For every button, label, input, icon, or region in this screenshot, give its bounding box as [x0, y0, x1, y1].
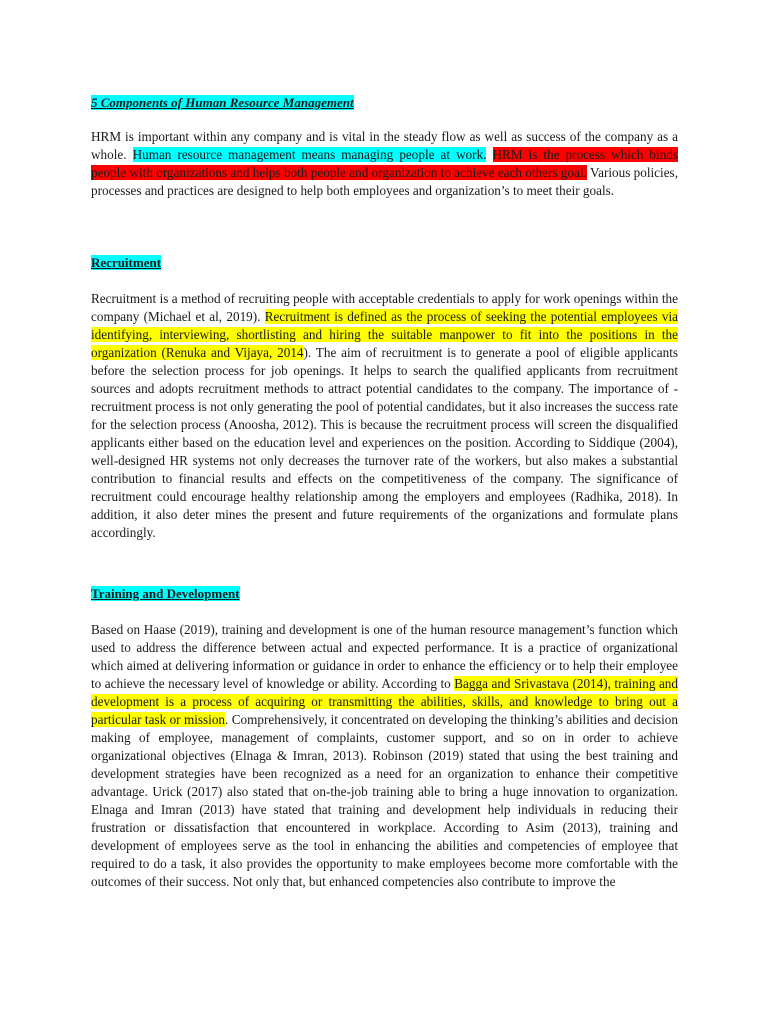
intro-highlight-red: HRM is the process which binds people with organizations and helps both people and organization to achieve each others goal. — [91, 147, 679, 180]
training-paragraph — [91, 621, 678, 931]
recruitment-heading — [91, 254, 161, 272]
recruitment-text-2: ). The aim of recruitment is to generate a pool of eligible applicants before the selection process for job openings. It helps to search the qualified applicants from recruitment sources and adopts recruitment methods to attract potential candidates to the company. The importance of - recruitment process is not only generating the pool of potential candidates, but it also increases the success rate for the selection process (Anoosha, 2012). This is because the recruitment process will screen the disqualified applicants either based on the education level and experiences on the position. According to Siddique (2004), well-designed HR systems not only decreases the turnover rate of the workers, but also makes a substantial contribution to financial results and effects on the competitiveness of the company. The significance of recruitment could encourage healthy relationship among the employers and employees (Radhika, 2018). In addition, it also deter mines the present and future requirements of the organizations and formulate plans accordingly. — [91, 345, 678, 540]
recruitment-heading-text: Recruitment — [91, 255, 162, 270]
intro-text-3: Various policies, processes and practices are designed to help both employees and organization’s to meet their goals. — [91, 165, 678, 198]
recruitment-paragraph — [91, 290, 678, 542]
intro-paragraph — [91, 128, 678, 200]
intro-text-1: HRM is important within any company and is vital in the steady flow as well as success of the company as a whole. — [91, 129, 678, 162]
recruitment-text-1: Recruitment is a method of recruiting people with acceptable credentials to apply for work openings within the company (Michael et al, 2019). — [91, 291, 678, 324]
intro-highlight-cyan: Human resource management means managing people at work. — [132, 147, 487, 162]
main-heading-text: 5 Components of Human Resource Management — [91, 95, 354, 110]
training-heading — [91, 585, 240, 603]
training-heading-text: Training and Development — [91, 586, 240, 601]
main-heading — [91, 94, 354, 112]
training-highlight-yellow: Bagga and Srivastava (2014), training and development is a process of acquiring or transmitting the abilities, skills, and knowledge to bring out a particular task or mission — [91, 676, 678, 727]
training-text-2: . Comprehensively, it concentrated on developing the thinking’s abilities and decision making of employee, management of complaints, customer support, and so on in order to achieve organizational objectives (Elnaga & Imran, 2013). Robinson (2019) stated that using the best training and development strategies have been recognized as a need for an organization to enhance their competitive advantage. Urick (2017) also stated that on-the-job training able to bring a huge innovation to organization. Elnaga and Imran (2013) have stated that training and development help individuals in reducing their frustration or dissatisfaction that encountered in workplace. According to Asim (2013), training and development of employees serve as the tool in enhancing the abilities and competencies of employee that required to do a task, it also provides the opportunity to make employees become more comfortable with the outcomes of their success. Not only that, but enhanced competencies also contribute to improve the — [91, 712, 678, 889]
training-text-1: Based on Haase (2019), training and development is one of the human resource management’s function which used to address the difference between actual and expected performance. It is a practice of organizational which aimed at delivering information or guidance in order to enhance the efficiency or to help their employee to achieve the necessary level of knowledge or ability. According to — [91, 622, 678, 691]
intro-text-2 — [486, 147, 492, 162]
recruitment-highlight-yellow: Recruitment is defined as the process of seeking the potential employees via identifying, interviewing, shortlisting and hiring the suitable manpower to fit into the positions in the organization (Renuka and Vijaya, 2014 — [91, 309, 678, 360]
